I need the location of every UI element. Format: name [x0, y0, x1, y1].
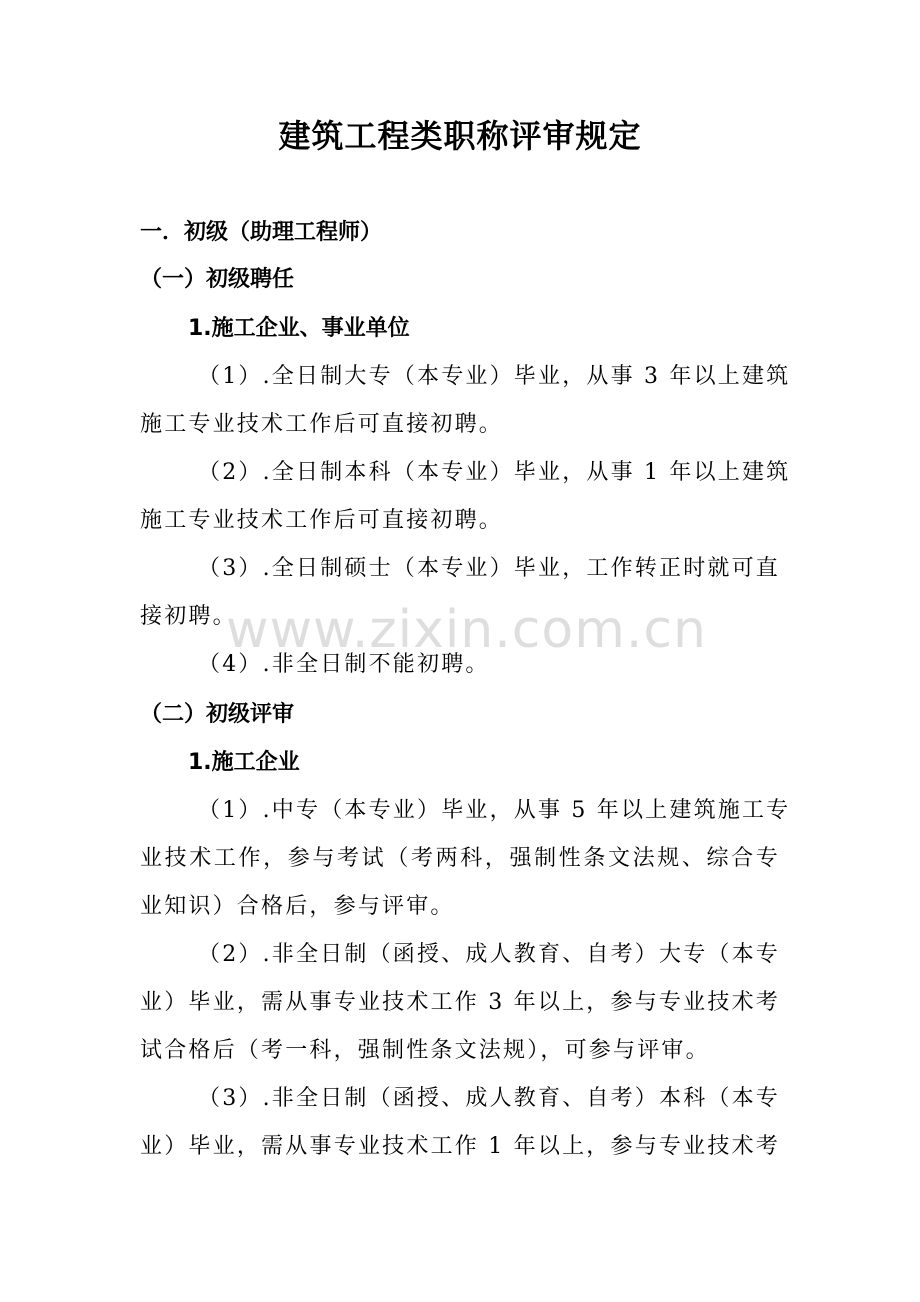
watermark: www.zixin.com.cn — [226, 600, 707, 660]
paragraph-line: 业知识）合格后，参与评审。 — [140, 894, 455, 919]
paragraph-line: （1）.中专（本专业）毕业，从事 5 年以上建筑施工专 — [198, 798, 791, 823]
paragraph-line: （1）.全日制大专（本专业）毕业，从事 3 年以上建筑 — [198, 364, 791, 389]
subsection-heading-review: （二）初级评审 — [140, 702, 295, 727]
paragraph-line: （4）.非全日制不能初聘。 — [198, 652, 490, 677]
paragraph-line: （2）.非全日制（函授、成人教育、自考）大专（本专 — [198, 942, 780, 967]
paragraph-line: 施工专业技术工作后可直接初聘。 — [140, 412, 504, 437]
paragraph-line: 施工专业技术工作后可直接初聘。 — [140, 508, 504, 533]
document-title: 建筑工程类职称评审规定 — [278, 117, 642, 155]
subsection-heading-appointment: （一）初级聘任 — [140, 267, 295, 292]
paragraph-line: 试合格后（考一科，强制性条文法规），可参与评审。 — [140, 1038, 710, 1063]
section-heading-junior: 一．初级（助理工程师） — [140, 220, 383, 245]
paragraph-line: 接初聘。 — [140, 604, 237, 629]
paragraph-line: （3）.全日制硕士（本专业）毕业，工作转正时就可直 — [198, 556, 780, 581]
paragraph-line: （2）.全日制本科（本专业）毕业，从事 1 年以上建筑 — [198, 460, 791, 485]
paragraph-line: （3）.非全日制（函授、成人教育、自考）本科（本专 — [198, 1086, 780, 1111]
item-heading-construction-enterprise: 1.施工企业 — [188, 750, 300, 775]
paragraph-line: 业技术工作，参与考试（考两科，强制性条文法规、综合专 — [140, 846, 780, 871]
item-heading-construction-units: 1.施工企业、事业单位 — [188, 316, 410, 341]
paragraph-line: 业）毕业，需从事专业技术工作 3 年以上，参与专业技术考 — [140, 990, 780, 1015]
paragraph-line: 业）毕业，需从事专业技术工作 1 年以上，参与专业技术考 — [140, 1134, 780, 1159]
